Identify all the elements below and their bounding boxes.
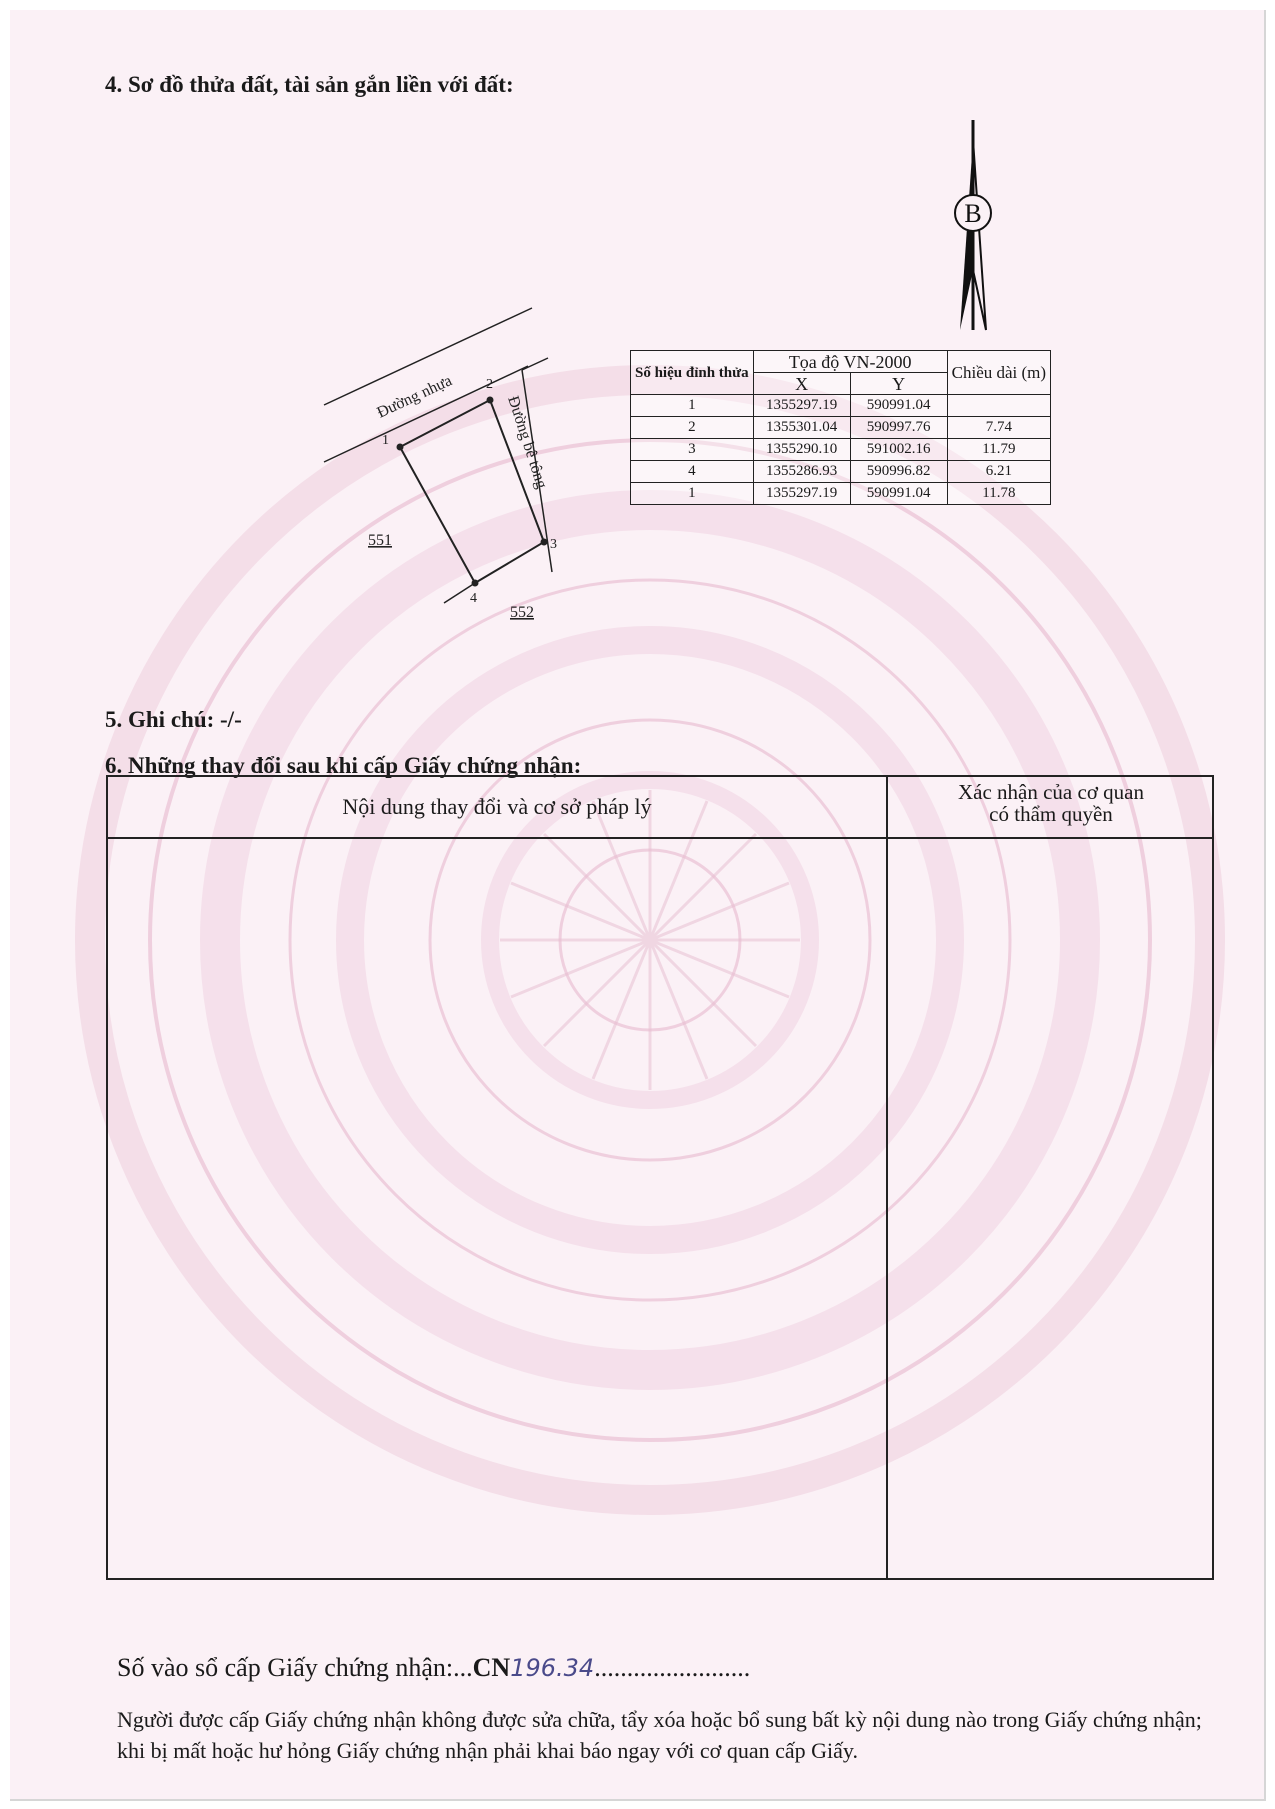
table-row: 4 1355286.93 590996.82 6.21 xyxy=(631,461,1051,483)
vertex-3-label: 3 xyxy=(550,537,557,552)
header-length: Chiều dài (m) xyxy=(947,351,1050,395)
vertex-2-marker xyxy=(487,397,494,404)
registration-dots: ........................ xyxy=(594,1653,751,1682)
road-concrete-label: Đường bê tông xyxy=(504,393,551,491)
neighbor-parcel-551: 551 xyxy=(368,532,392,549)
vertex-4-label: 4 xyxy=(470,591,477,606)
registration-prefix: CN xyxy=(472,1653,511,1682)
changes-header-content: Nội dung thay đổi và cơ sở pháp lý xyxy=(342,794,652,819)
registration-line xyxy=(117,1653,750,1683)
vertex-3-marker xyxy=(541,539,548,546)
header-point: Số hiệu đỉnh thửa xyxy=(631,351,754,395)
column-divider xyxy=(886,777,888,1578)
registration-number-handwritten: 196.34 xyxy=(510,1654,595,1682)
changes-header-authority: Xác nhận của cơ quan có thẩm quyền xyxy=(957,780,1145,826)
road-asphalt-label: Đường nhựa xyxy=(374,372,455,422)
table-row: 3 1355290.10 591002.16 11.79 xyxy=(631,439,1051,461)
vertex-4-marker xyxy=(472,580,479,587)
header-y: Y xyxy=(850,373,947,395)
section-4-title: 4. Sơ đồ thửa đất, tài sản gắn liền với đất: xyxy=(105,72,514,97)
table-row: 1 1355297.19 590991.04 xyxy=(631,395,1051,417)
registration-label: Số vào sổ cấp Giấy chứng nhận:... xyxy=(117,1653,473,1682)
table-row: 2 1355301.04 590997.76 7.74 xyxy=(631,417,1051,439)
coordinate-table xyxy=(630,350,1051,505)
header-x: X xyxy=(753,373,850,395)
certificate-page xyxy=(10,10,1266,1801)
section-6-title: 6. Những thay đổi sau khi cấp Giấy chứng nhận: xyxy=(105,753,582,778)
north-arrow-icon xyxy=(940,120,1000,335)
legal-notice: Người được cấp Giấy chứng nhận không được sửa chữa, tẩy xóa hoặc bổ sung bất kỳ nội dung nào trong Giấy chứng nhận; khi bị mất hoặc hư hỏng Giấy chứng nhận phải khai báo ngay với cơ quan cấp Giấy. xyxy=(117,1707,1202,1763)
changes-table xyxy=(106,775,1214,1580)
header-coord: Tọa độ VN-2000 xyxy=(753,351,947,373)
neighbor-parcel-552: 552 xyxy=(510,604,534,620)
north-arrow-label: B xyxy=(964,199,982,228)
vertex-1-label: 1 xyxy=(382,433,389,448)
vertex-1-marker xyxy=(397,444,404,451)
section-5-notes: 5. Ghi chú: -/- xyxy=(105,707,242,732)
header-divider xyxy=(108,837,1212,839)
parcel-diagram xyxy=(310,300,610,620)
table-row: 1 1355297.19 590991.04 11.78 xyxy=(631,483,1051,505)
vertex-2-label: 2 xyxy=(486,377,493,392)
